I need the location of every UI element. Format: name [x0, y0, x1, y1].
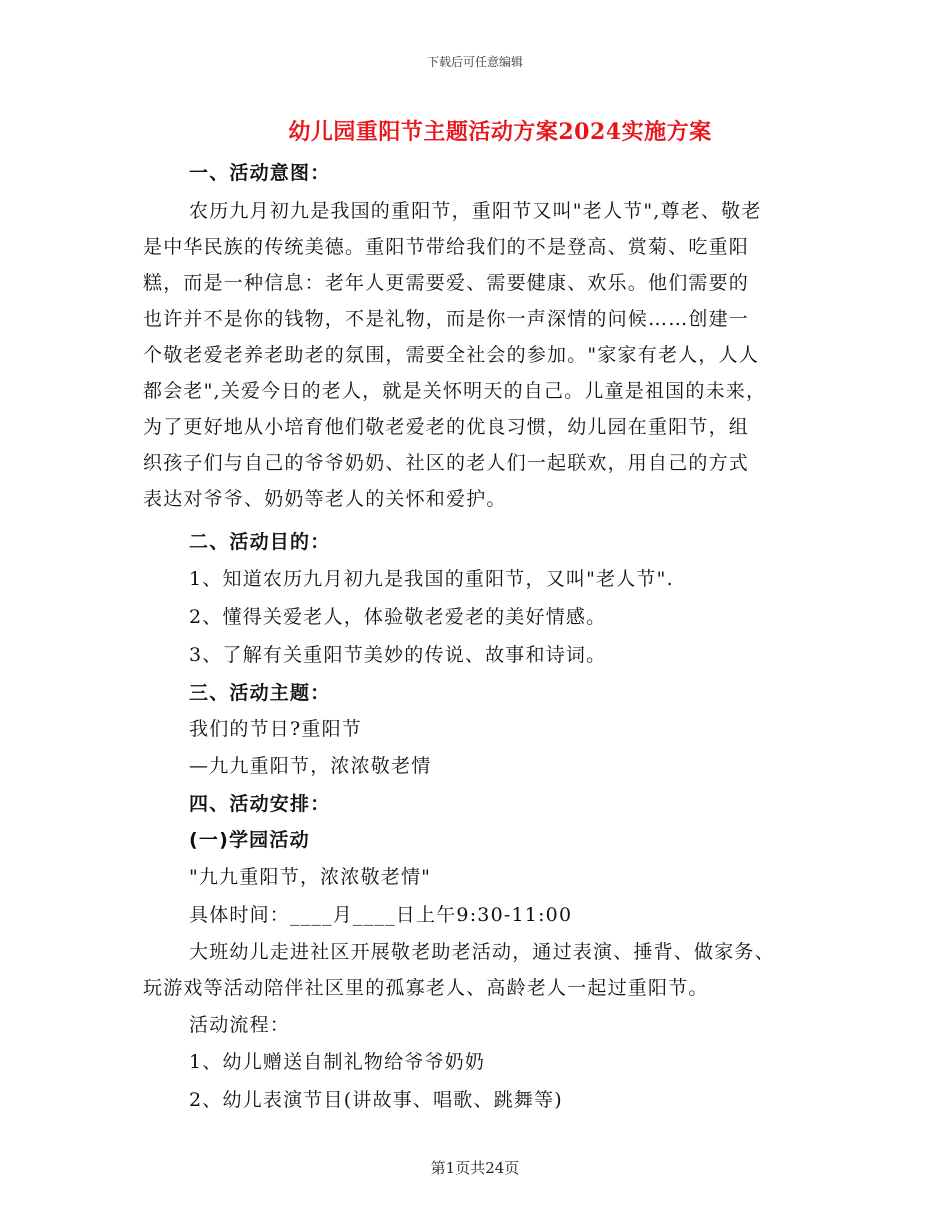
paragraph-line: 个敬老爱老养老助老的氛围，需要全社会的参加。"家家有老人，人人: [143, 344, 759, 366]
activity-time: 具体时间：____月____日上午9:30-11:00: [189, 904, 573, 926]
theme-line: —九九重阳节，浓浓敬老情: [189, 755, 432, 777]
goal-item: 3、了解有关重阳节美妙的传说、故事和诗词。: [189, 644, 607, 666]
activity-description-line: 大班幼儿走进社区开展敬老助老活动，通过表演、捶背、做家务、: [189, 941, 775, 963]
goal-item: 2、懂得关爱老人，体验敬老爱老的美好情感。: [189, 606, 607, 628]
section-heading-intent: 一、活动意图：: [189, 162, 331, 184]
section-heading-goals: 二、活动目的：: [189, 531, 331, 553]
paragraph-line: 糕，而是一种信息：老年人更需要爱、需要健康、欢乐。他们需要的: [143, 272, 750, 294]
document-title: 幼儿园重阳节主题活动方案2024实施方案: [288, 119, 712, 145]
process-item: 1、幼儿赠送自制礼物给爷爷奶奶: [189, 1051, 486, 1073]
paragraph-line: 农历九月初九是我国的重阳节，重阳节又叫"老人节",尊老、敬老: [189, 200, 762, 222]
page-footer-number: 第1页共24页: [430, 1159, 520, 1177]
sub-heading-campus-activity: (一)学园活动: [189, 829, 310, 851]
paragraph-line: 也许并不是你的钱物，不是礼物，而是你一声深情的问候……创建一: [143, 308, 750, 330]
paragraph-line: 织孩子们与自己的爷爷奶奶、社区的老人们一起联欢，用自己的方式: [143, 452, 750, 474]
paragraph-line: 表达对爷爷、奶奶等老人的关怀和爱护。: [143, 488, 507, 510]
section-heading-arrangement: 四、活动安排：: [189, 793, 331, 815]
paragraph-line: 是中华民族的传统美德。重阳节带给我们的不是登高、赏菊、吃重阳: [143, 236, 750, 258]
goal-item: 1、知道农历九月初九是我国的重阳节，又叫"老人节".: [189, 568, 674, 590]
activity-description-line: 玩游戏等活动陪伴社区里的孤寡老人、高龄老人一起过重阳节。: [143, 977, 709, 999]
paragraph-line: 都会老",关爱今日的老人，就是关怀明天的自己。儿童是祖国的未来，: [143, 380, 767, 402]
process-label: 活动流程：: [189, 1014, 291, 1036]
activity-slogan: "九九重阳节，浓浓敬老情": [189, 866, 432, 888]
section-heading-theme: 三、活动主题：: [189, 682, 331, 704]
paragraph-line: 为了更好地从小培育他们敬老爱老的优良习惯，幼儿园在重阳节，组: [143, 416, 750, 438]
page-header-note: 下载后可任意编辑: [426, 55, 523, 69]
process-item: 2、幼儿表演节目(讲故事、唱歌、跳舞等): [189, 1089, 563, 1111]
theme-line: 我们的节日?重阳节: [189, 718, 362, 740]
